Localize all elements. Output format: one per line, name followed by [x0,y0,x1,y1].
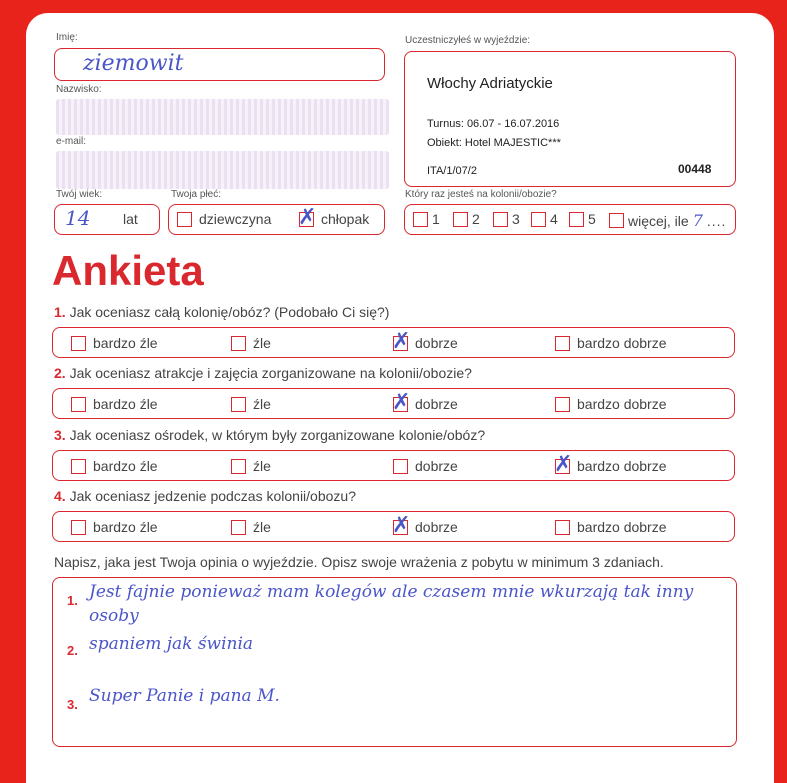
rating-label: źle [253,458,271,474]
rating-option[interactable] [555,335,667,351]
question-number: 4. [54,488,66,504]
email-redacted [56,151,389,189]
checkbox-1[interactable] [413,212,428,227]
check-mark-icon: ✗ [392,328,411,354]
checkbox-5[interactable] [569,212,584,227]
trip-obiekt: Obiekt: Hotel MAJESTIC*** [427,137,561,149]
rating-label: dobrze [415,458,458,474]
rating-checkbox[interactable] [231,336,246,351]
ktory-raz-option-3[interactable]: 3 [493,211,520,227]
question-1-options [52,327,735,358]
checkbox-chlopak[interactable] [298,204,317,230]
email-label: e-mail: [56,136,87,147]
rating-option[interactable] [392,389,458,415]
ktory-raz-label: Który raz jesteś na kolonii/obozie? [405,189,557,200]
checkbox-dziewczyna[interactable] [177,212,192,227]
rating-option[interactable] [71,519,158,535]
rating-option[interactable] [71,458,158,474]
imie-label: Imię: [56,32,78,43]
ktory-raz-option-wiecej[interactable]: więcej, ile 7 .... [609,211,726,230]
rating-label: bardzo źle [93,458,158,474]
question-2-text [54,365,472,381]
check-mark-icon: ✗ [554,451,573,477]
question-3-options [52,450,735,481]
opinion-line-3: 3. [67,697,78,712]
opinion-text-3: Super Panie i pana M. [89,686,280,706]
rating-label: bardzo dobrze [577,519,667,535]
question-3-text [54,427,485,443]
uczestnik-label: Uczestniczyłeś w wyjeździe: [405,35,531,46]
question-number: 2. [54,365,66,381]
rating-option[interactable] [554,451,667,477]
wiecej-value: 7 [692,211,703,230]
ktory-raz-option-4[interactable]: 4 [531,211,558,227]
question-label: Jak oceniasz całą kolonię/obóz? (Podobało Ci się?) [69,304,390,320]
nazwisko-redacted [56,99,389,135]
rating-option[interactable] [231,458,271,474]
question-2-options [52,388,735,419]
checkbox-wiecej[interactable] [609,213,624,228]
rating-label: dobrze [415,396,458,412]
opinion-text-1: Jest fajnie ponieważ mam kolegów ale czasem mnie wkurzają tak inny osoby [89,582,694,626]
checkbox-4[interactable] [531,212,546,227]
rating-label: bardzo dobrze [577,396,667,412]
rating-label: źle [253,519,271,535]
rating-checkbox[interactable] [555,336,570,351]
ktory-raz-option-1[interactable]: 1 [413,211,440,227]
rating-option[interactable] [231,396,271,412]
rating-option[interactable] [555,519,667,535]
question-label: Jak oceniasz jedzenie podczas kolonii/obozu? [69,488,356,504]
question-label: Jak oceniasz atrakcje i zajęcia zorganizowane na kolonii/obozie? [69,365,472,381]
opinion-prompt: Napisz, jaka jest Twoja opinia o wyjeździe. Opisz swoje wrażenia z pobytu w minimum 3 zdaniach. [54,554,664,570]
rating-option[interactable] [392,512,458,538]
rating-option[interactable] [393,458,458,474]
plec-label: Twoja płeć: [171,189,222,200]
question-4-text [54,488,356,504]
rating-label: bardzo źle [93,396,158,412]
opinion-text-2: spaniem jak świnia [89,634,254,654]
ktory-raz-option-2[interactable]: 2 [453,211,480,227]
opinion-field[interactable] [52,577,737,747]
plec-option-chlopak[interactable]: ✗ chłopak [298,204,370,230]
rating-option[interactable] [231,335,271,351]
rating-checkbox[interactable] [231,459,246,474]
rating-label: źle [253,396,271,412]
check-mark-icon: ✗ [392,389,411,415]
rating-label: źle [253,335,271,351]
rating-option[interactable] [392,328,458,354]
rating-option[interactable] [71,335,158,351]
opinion-line-2: 2. [67,643,78,658]
opinion-line-1: 1. [67,593,78,608]
question-number: 1. [54,304,66,320]
rating-label: bardzo źle [93,335,158,351]
plec-field [168,204,385,235]
question-4-options [52,511,735,542]
rating-checkbox[interactable] [393,459,408,474]
nazwisko-label: Nazwisko: [56,84,102,95]
checkbox-2[interactable] [453,212,468,227]
rating-option[interactable] [231,519,271,535]
rating-checkbox[interactable] [231,397,246,412]
trip-title: Włochy Adriatyckie [427,75,553,92]
trip-info-box [404,51,736,187]
check-mark-icon: ✗ [298,204,317,230]
wiek-unit: lat [123,211,138,227]
question-label: Jak oceniasz ośrodek, w którym były zorganizowane kolonie/obóz? [69,427,486,443]
survey-sheet [26,13,774,783]
question-1-text [54,304,389,320]
rating-checkbox[interactable] [71,520,86,535]
rating-label: bardzo dobrze [577,335,667,351]
check-mark-icon: ✗ [392,512,411,538]
trip-code: ITA/1/07/2 [427,165,477,177]
rating-checkbox[interactable] [392,328,411,354]
rating-checkbox[interactable] [392,512,411,538]
rating-label: bardzo dobrze [577,458,667,474]
wiek-field[interactable] [54,204,160,235]
trip-number: 00448 [678,162,712,176]
rating-checkbox[interactable] [71,459,86,474]
rating-checkbox[interactable] [71,397,86,412]
rating-label: dobrze [415,335,458,351]
page-title: Ankieta [52,247,204,294]
rating-checkbox[interactable] [554,451,573,477]
plec-option-dziewczyna[interactable]: dziewczyna [177,211,271,227]
ktory-raz-field [404,204,736,235]
wiek-value: 14 [65,206,91,230]
checkbox-3[interactable] [493,212,508,227]
rating-checkbox[interactable] [71,336,86,351]
rating-checkbox[interactable] [231,520,246,535]
rating-checkbox[interactable] [392,389,411,415]
rating-option[interactable] [555,396,667,412]
rating-label: dobrze [415,519,458,535]
wiek-label: Twój wiek: [56,189,103,200]
rating-option[interactable] [71,396,158,412]
imie-value: ziemowit [83,51,184,76]
ktory-raz-option-5[interactable]: 5 [569,211,596,227]
question-number: 3. [54,427,66,443]
rating-checkbox[interactable] [555,520,570,535]
trip-turnus: Turnus: 06.07 - 16.07.2016 [427,118,560,130]
rating-label: bardzo źle [93,519,158,535]
rating-checkbox[interactable] [555,397,570,412]
imie-field[interactable] [54,48,385,81]
